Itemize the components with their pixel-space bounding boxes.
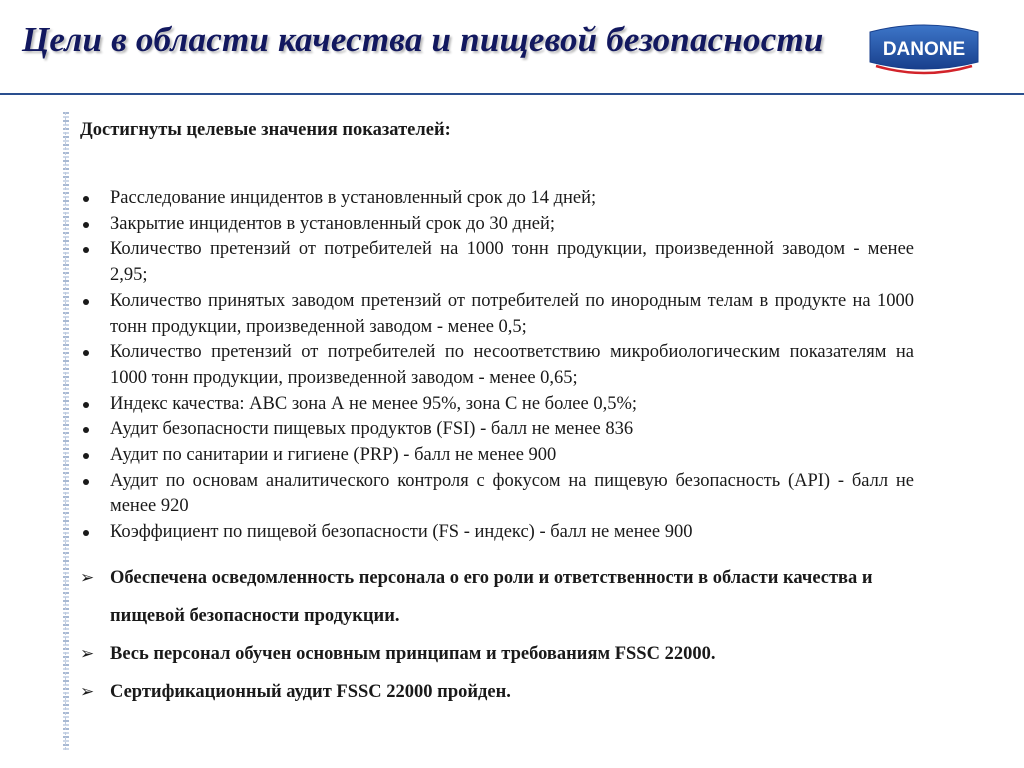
arrow-bullet-icon: ➢ [80,643,95,664]
section-heading: Достигнуты целевые значения показателей: [80,120,451,140]
list-item: Закрытие инцидентов в установленный срок до 30 дней; [80,212,914,238]
header-divider [0,93,1024,95]
bullet-icon [83,196,89,202]
bullet-icon [83,479,89,485]
list-item: ➢ Весь персонал обучен основным принципам и требованиям FSSC 22000. [80,635,914,673]
list-item: Расследование инцидентов в установленный срок до 14 дней; [80,186,914,212]
targets-list [80,186,914,546]
list-item: Аудит по основам аналитического контроля с фокусом на пищевую безопасность (API) - балл не менее 920 [80,469,914,520]
bullet-icon [83,222,89,228]
bullet-icon [83,247,89,253]
main-content [80,117,914,711]
page-title: Цели в области качества и пищевой безопасности [22,20,824,59]
arrow-bullet-icon: ➢ [80,567,95,588]
list-item: Количество претензий от потребителей по несоответствию микробиологическим показателям на 1000 тонн продукции, произведенной заводом - менее 0,65; [80,340,914,391]
list-item: Аудит по санитарии и гигиене (PRP) - балл не менее 900 [80,443,914,469]
list-item: Количество принятых заводом претензий от потребителей по инородным телам в продукте на 1000 тонн продукции, произведенной заводом - менее 0,5; [80,289,914,340]
list-item: Индекс качества: АВС зона А не менее 95%, зона С не более 0,5%; [80,392,914,418]
list-item: ➢ Сертификационный аудит FSSC 22000 пройден. [80,673,914,711]
list-item: ➢ Обеспечена осведомленность персонала о его роли и ответственности в области качества и пищевой безопасности продукции. [80,559,914,635]
bullet-icon [83,402,89,408]
decorative-side-border [63,112,69,752]
bullet-icon [83,453,89,459]
list-item: Коэффициент по пищевой безопасности (FS - индекс) - балл не менее 900 [80,520,914,546]
list-item: Количество претензий от потребителей на 1000 тонн продукции, произведенной заводом - менее 2,95; [80,237,914,288]
logo-text: DANONE [882,39,966,60]
bullet-icon [83,530,89,536]
arrow-bullet-icon: ➢ [80,681,95,702]
achievements-list [80,559,914,711]
list-item: Аудит безопасности пищевых продуктов (FSI) - балл не менее 836 [80,417,914,443]
bullet-icon [83,427,89,433]
bullet-icon [83,350,89,356]
danone-logo [866,22,982,78]
bullet-icon [83,299,89,305]
